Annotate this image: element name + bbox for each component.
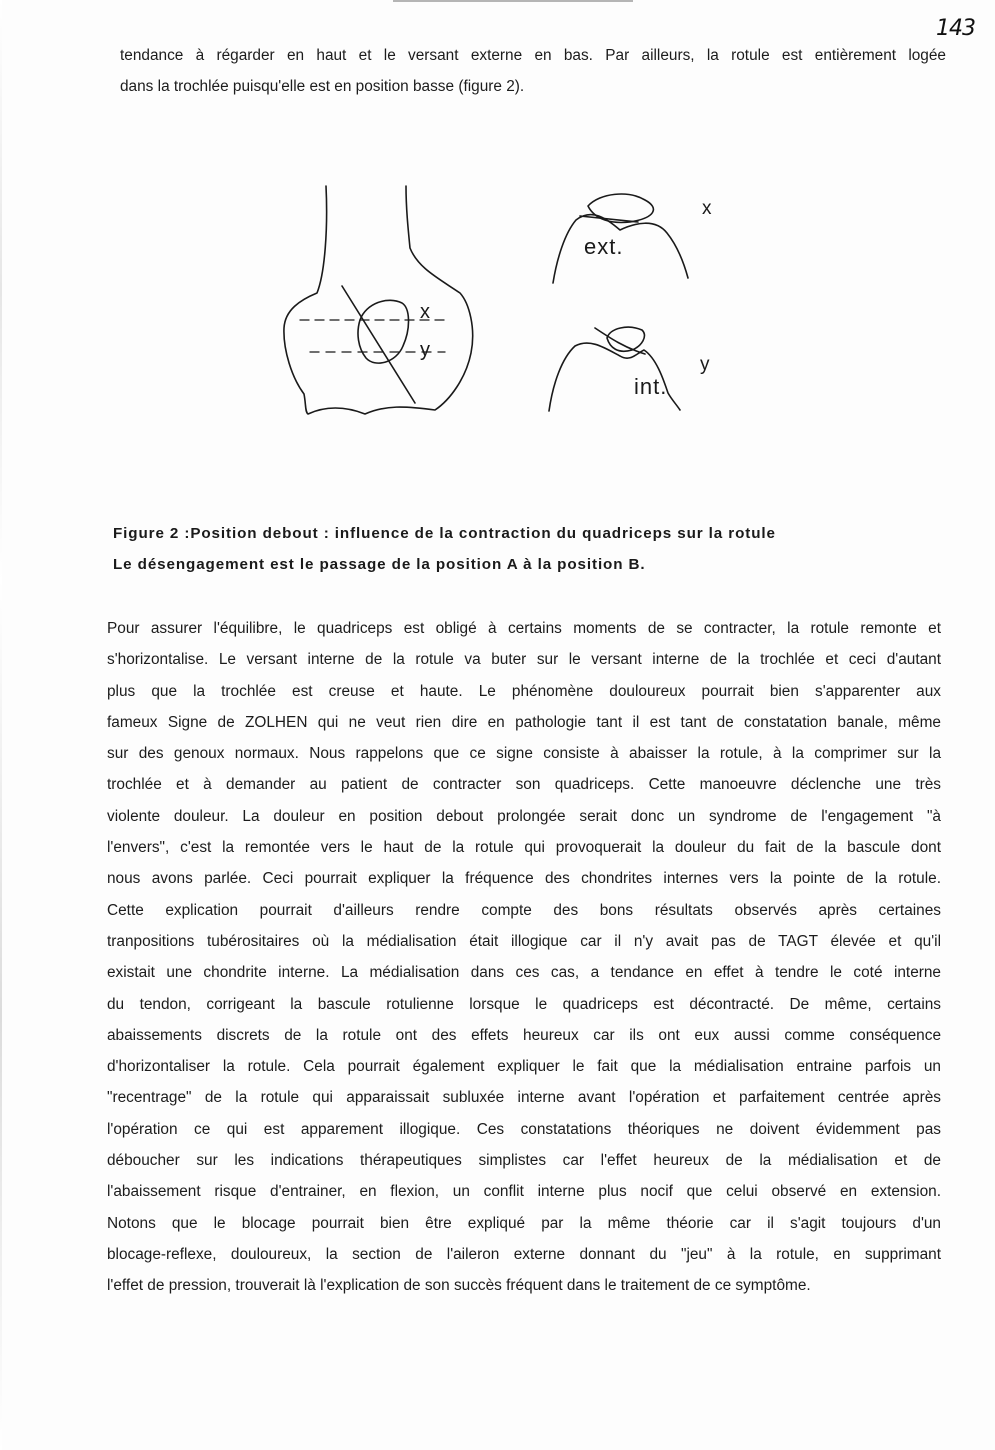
body-line: existait une chondrite interne. La médialisation dans ces cas, a tendance en effet à tendre le coté interne — [107, 964, 941, 982]
body-line: tranpositions tubérositaires où la médialisation était illogique car il n'y avait pas de TAGT élevée et qu'il — [107, 932, 941, 950]
caption-line-1: Figure 2 :Position debout : influence de la contraction du quadriceps sur la rotule — [113, 525, 776, 542]
body-line: l'effet de pression, trouverait là l'explication de son succès fréquent dans le traitement de ce symptôme. — [107, 1277, 811, 1295]
body-line: du tendon, corrigeant la bascule rotulienne lorsque le quadriceps est décontracté. De même, certains — [107, 995, 941, 1013]
label-x-right: x — [702, 198, 712, 219]
figure-caption — [113, 518, 903, 580]
body-line: "recentrage" de la rotule qui apparaissait subluxée interne avant l'opération et parfaitement centrée après — [107, 1089, 941, 1107]
body-line: sur des genoux normaux. Nous rappelons que ce signe consiste à abaisser la rotule, à la comprimer sur la — [107, 745, 941, 763]
body-line: nous avons parlée. Ceci pourrait expliquer la fréquence des chondrites internes vers la pointe de la rotule. — [107, 870, 941, 888]
label-int: int. — [634, 374, 668, 399]
figure-2-drawing — [270, 178, 730, 418]
body-line: plus que la trochlée est creuse et haute. Le phénomène douloureux pourrait bien s'apparenter aux — [107, 682, 941, 700]
body-line: trochlée et à demander au patient de contracter son quadriceps. Cette manoeuvre déclenche une très — [107, 776, 941, 794]
patella-outline — [358, 300, 409, 363]
body-line: l'opération ce qui est apparement illogique. Ces constatations théoriques ne doivent évidemment pas — [107, 1120, 941, 1138]
scan-edge — [0, 0, 2, 1450]
intro-line: tendance à régarder en haut et le versant externe en bas. Par ailleurs, la rotule est entièrement logée — [120, 47, 946, 64]
body-line: d'horizontaliser la rotule. Cela pourrait également expliquer le fait que la médialisation entraine parfois un — [107, 1058, 941, 1076]
femur-outline — [284, 186, 473, 414]
body-line: Cette explication pourrait d'ailleurs rendre compte des bons résultats observés après certaines — [107, 901, 941, 919]
label-x-femur: x — [420, 301, 430, 323]
body-line: abaissements discrets de la rotule ont des effets heureux car ils ont eux aussi comme conséquence — [107, 1026, 941, 1044]
caption-line-2: Le désengagement est le passage de la position A à la position B. — [113, 556, 646, 573]
patella-bottom-facet — [595, 328, 645, 354]
body-paragraph — [107, 613, 941, 1302]
body-line: Notons que le blocage pourrait bien être expliqué par la même théorie car il s'agit toujours d'un — [107, 1214, 941, 1232]
label-y-right: y — [700, 354, 710, 375]
page-number: 143 — [936, 16, 975, 41]
body-line: l'envers", c'est la remontée vers le haut de la rotule qui provoquerait la douleur du fait de la bascule dont — [107, 839, 941, 857]
intro-paragraph — [120, 40, 946, 103]
label-ext: ext. — [584, 234, 624, 259]
body-line: violente douleur. La douleur en position debout prolongée serait donc un syndrome de l'engagement "à — [107, 807, 941, 825]
label-y-femur: y — [420, 339, 430, 361]
body-line: fameux Signe de ZOLHEN qui ne veut rien dire en pathologie tant il est tant de constatation banale, même — [107, 713, 941, 731]
top-rule — [393, 0, 633, 2]
body-line: l'abaissement risque d'entrainer, en flexion, un conflit interne plus nocif que celui observé en extension. — [107, 1183, 941, 1201]
figure-2 — [270, 178, 730, 418]
body-line: Pour assurer l'équilibre, le quadriceps est obligé à certains moments de se contracter, la rotule remonte et — [107, 620, 941, 637]
body-line: s'horizontalise. Le versant interne de la rotule va buter sur le versant interne de la trochlée et ceci d'autant — [107, 651, 941, 669]
body-line: déboucher sur les indications thérapeutiques simplistes car l'effet heureux de la médialisation et de — [107, 1152, 941, 1170]
body-line: blocage-reflexe, douloureux, la section de l'aileron externe donnant du "jeu" à la rotule, en supprimant — [107, 1245, 941, 1263]
intro-line: dans la trochlée puisqu'elle est en position basse (figure 2). — [120, 78, 525, 96]
